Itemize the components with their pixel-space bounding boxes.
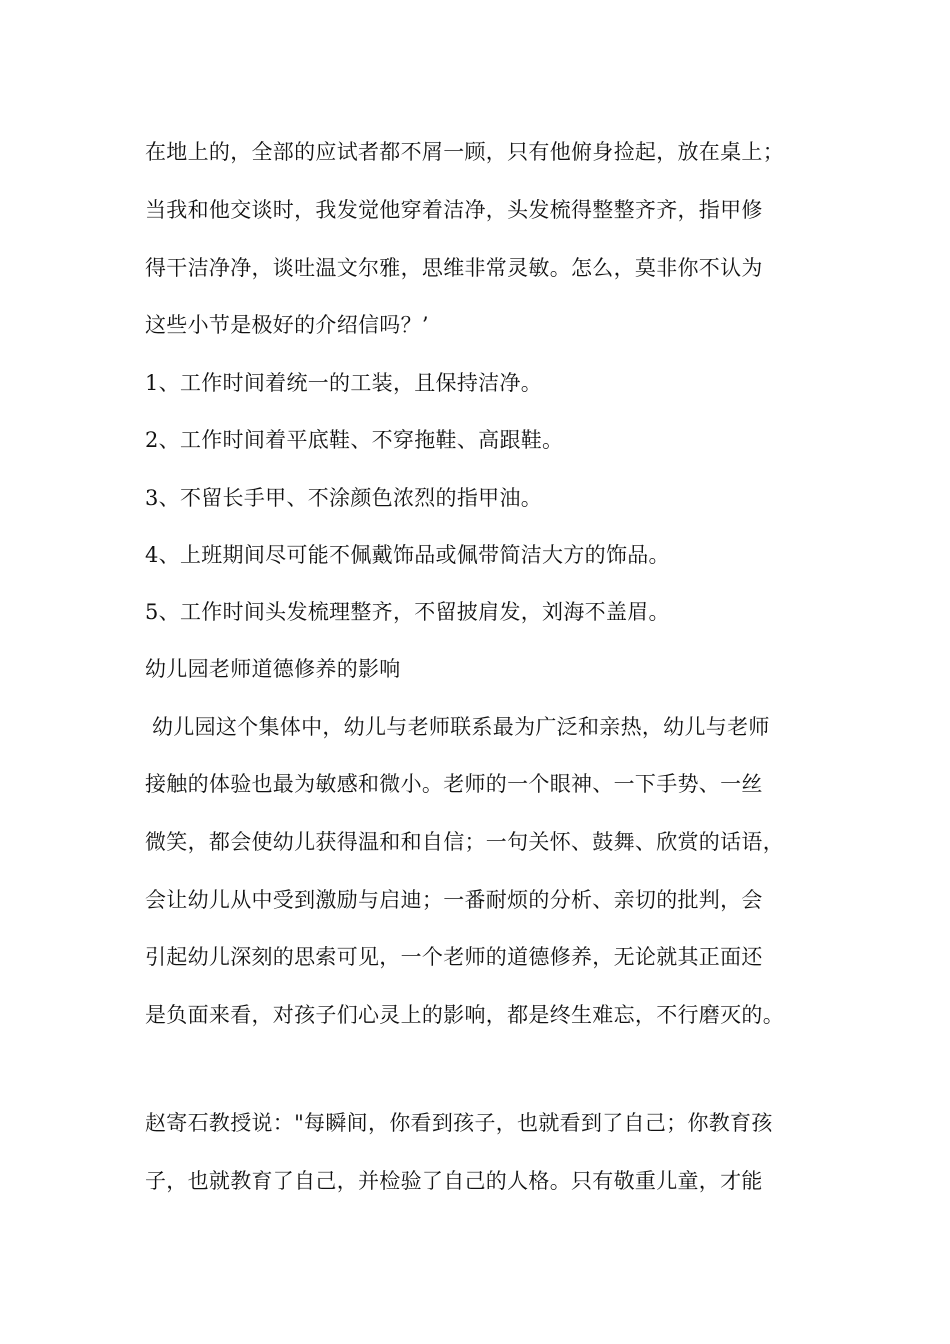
paragraph-line: 得干洁净净，谈吐温文尔雅，思维非常灵敏。怎么，莫非你不认为 — [145, 256, 763, 280]
paragraph-line: 当我和他交谈时，我发觉他穿着洁净，头发梳得整整齐齐，指甲修 — [145, 198, 763, 222]
rule-item: 1、工作时间着统一的工装，且保持洁净。 — [145, 371, 543, 395]
paragraph-line: 会让幼儿从中受到激励与启迪；一番耐烦的分析、亲切的批判，会 — [145, 888, 763, 912]
section-heading: 幼儿园老师道德修养的影响 — [145, 657, 401, 681]
paragraph-line: 接触的体验也最为敏感和微小。老师的一个眼神、一下手势、一丝 — [145, 772, 763, 796]
paragraph-line: 微笑，都会使幼儿获得温和和自信；一句关怀、鼓舞、欣赏的话语， — [145, 830, 784, 854]
rule-item: 5、工作时间头发梳理整齐，不留披肩发，刘海不盖眉。 — [145, 600, 670, 624]
paragraph-line: 在地上的，全部的应试者都不屑一顾，只有他俯身捡起，放在桌上； — [145, 140, 784, 164]
paragraph-line: 幼儿园这个集体中，幼儿与老师联系最为广泛和亲热，幼儿与老师 — [145, 715, 770, 739]
rule-item: 3、不留长手甲、不涂颜色浓烈的指甲油。 — [145, 486, 543, 510]
paragraph-line: 这些小节是极好的介绍信吗？’ — [145, 313, 429, 337]
rule-item: 4、上班期间尽可能不佩戴饰品或佩带简洁大方的饰品。 — [145, 543, 670, 567]
rule-item: 2、工作时间着平底鞋、不穿拖鞋、高跟鞋。 — [145, 428, 564, 452]
paragraph-line: 是负面来看，对孩子们心灵上的影响，都是终生难忘，不行磨灭的。 — [145, 1003, 784, 1027]
paragraph-line: 子，也就教育了自己，并检验了自己的人格。只有敬重儿童，才能 — [145, 1169, 763, 1193]
paragraph-line: 赵寄石教授说："每瞬间，你看到孩子，也就看到了自己；你教育孩 — [145, 1111, 773, 1135]
paragraph-line: 引起幼儿深刻的思索可见，一个老师的道德修养，无论就其正面还 — [145, 945, 763, 969]
